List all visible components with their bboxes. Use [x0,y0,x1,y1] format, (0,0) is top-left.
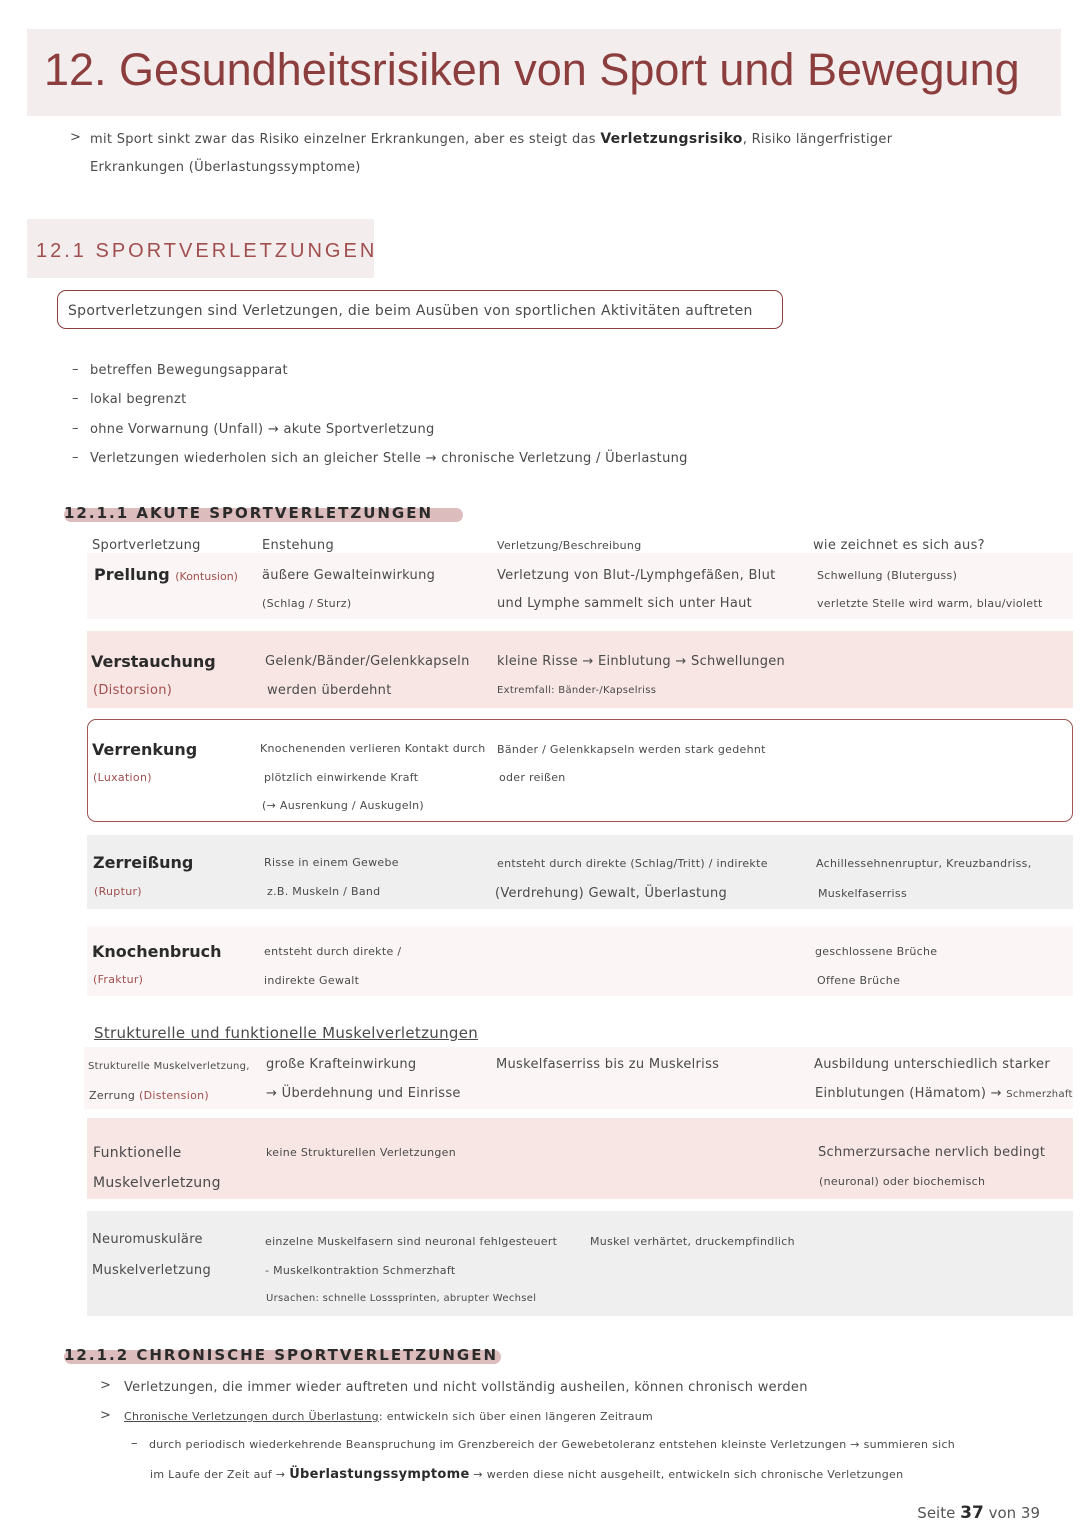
term-latin: (Ruptur) [94,885,142,898]
signs-line: (neuronal) oder biochemisch [819,1175,986,1188]
signs-line: Einblutungen (Hämatom) → Schmerzhaft [815,1086,1073,1101]
term-latin: (Luxation) [93,771,152,784]
cause-line: Knochenenden verlieren Kontakt durch [260,742,486,755]
list-item: lokal begrenzt [90,392,187,407]
term-name: Muskelverletzung [93,1175,221,1191]
column-header: Enstehung [262,538,334,553]
cause-line: (Schlag / Sturz) [262,597,352,610]
term-name: Funktionelle [93,1145,182,1161]
term-name: Neuromuskuläre [92,1232,203,1247]
term-name: Strukturelle Muskelverletzung, [88,1061,250,1072]
intro-keyword: Verletzungsrisiko [600,131,743,147]
page-title: 12. Gesundheitsrisiken von Sport und Bewegung [44,44,1020,95]
description-line: (Verdrehung) Gewalt, Überlastung [495,886,728,901]
cause-line: einzelne Muskelfasern sind neuronal fehlgesteuert [265,1235,558,1248]
signs-line: Achillessehnenruptur, Kreuzbandriss, [816,857,1032,870]
table-row [87,631,1073,708]
description-line: oder reißen [499,771,566,784]
bullet-dash: – [72,421,79,436]
signs-line: Ausbildung unterschiedlich starker [814,1057,1050,1072]
signs-line: Offene Brüche [817,974,901,987]
chronic-bullet: Verletzungen, die immer wieder auftreten und nicht vollständig ausheilen, können chronisch werden [124,1380,808,1395]
term-name: Prellung (Kontusion) [94,565,238,584]
term-name: Verrenkung [92,740,198,759]
column-header: Verletzung/Beschreibung [497,539,642,552]
description-line: Extremfall: Bänder-/Kapselriss [497,685,657,696]
description-line: entsteht durch direkte (Schlag/Tritt) / indirekte [497,857,768,870]
cause-line: keine Strukturellen Verletzungen [266,1146,457,1159]
cause-line: äußere Gewalteinwirkung [262,568,436,583]
intro-text-b: , Risiko längerfristiger [742,132,893,147]
term-name: Knochenbruch [92,942,222,961]
cause-line: werden überdehnt [267,683,392,698]
signs-line: Muskelfaserriss [818,887,907,900]
bullet-dash: – [131,1436,138,1451]
intro-bullet: > [70,130,82,145]
description-line: Bänder / Gelenkkapseln werden stark gedehnt [497,743,766,756]
table-row [87,926,1073,996]
chronic-bullet: Chronische Verletzungen durch Überlastung: entwickeln sich über einen längeren Zeitraum [124,1410,654,1423]
description-line: und Lymphe sammelt sich unter Haut [497,596,753,611]
signs-line: Schwellung (Bluterguss) [817,569,958,582]
table-row-highlighted [87,719,1073,822]
cause-line: → Überdehnung und Einrisse [266,1086,461,1101]
page-number: Seite 37 von 39 [917,1503,1040,1523]
cause-line: (→ Ausrenkung / Auskugeln) [262,799,425,812]
cause-line: indirekte Gewalt [264,974,360,987]
bullet-dash: – [72,450,79,465]
term-name: Muskelverletzung [92,1263,212,1278]
description-line: kleine Risse → Einblutung → Schwellungen [497,654,786,669]
cause-line: Gelenk/Bänder/Gelenkkapseln [265,654,470,669]
term-latin: (Fraktur) [93,973,144,986]
cause-line: plötzlich einwirkende Kraft [264,771,419,784]
definition-text: Sportverletzungen sind Verletzungen, die beim Ausüben von sportlichen Aktivitäten auftreten [68,303,753,319]
list-item: ohne Vorwarnung (Unfall) → akute Sportverletzung [90,422,435,437]
signs-line: Schmerzursache nervlich bedingt [818,1145,1046,1160]
term-name: Verstauchung [91,652,216,671]
description-line: Verletzung von Blut-/Lymphgefäßen, Blut [497,568,776,583]
column-header: wie zeichnet es sich aus? [813,538,985,553]
chronic-sub-line: durch periodisch wiederkehrende Beanspruchung im Grenzbereich der Gewebetoleranz entstehen kleinste Verletzungen → summieren sich [149,1438,956,1451]
cause-line: entsteht durch direkte / [264,945,402,958]
acute-heading: 12.1.1 AKUTE SPORTVERLETZUNGEN [64,504,434,522]
chronic-sub-line: im Laufe der Zeit auf → Überlastungssymptome → werden diese nicht ausgeheilt, entwickeln sich chronische Verletzungen [150,1467,904,1482]
description-line: Muskel verhärtet, druckempfindlich [590,1235,795,1248]
intro-line-2: Erkrankungen (Überlastungssymptome) [90,160,361,175]
bullet-marker: > [100,1378,112,1393]
bullet-dash: – [72,362,79,377]
intro-line-1 [90,131,892,147]
bullet-dash: – [72,391,79,406]
section-heading: 12.1 SPORTVERLETZUNGEN [36,240,378,262]
signs-line: geschlossene Brüche [815,945,938,958]
term-name: Zerreißung [93,853,194,872]
table-row [87,1211,1073,1316]
chronic-heading: 12.1.2 CHRONISCHE SPORTVERLETZUNGEN [64,1346,499,1364]
column-header: Sportverletzung [92,538,201,553]
cause-line: Ursachen: schnelle Losssprinten, abrupter Wechsel [266,1293,537,1304]
term-latin: (Distorsion) [93,683,173,698]
term-name: Zerrung (Distension) [89,1089,209,1102]
list-item: betreffen Bewegungsapparat [90,363,288,378]
cause-line: große Krafteinwirkung [266,1057,417,1072]
intro-text-a: mit Sport sinkt zwar das Risiko einzelner Erkrankungen, aber es steigt das [90,132,596,147]
cause-line: z.B. Muskeln / Band [267,885,381,898]
signs-line: verletzte Stelle wird warm, blau/violett [817,597,1043,610]
cause-line: - Muskelkontraktion Schmerzhaft [265,1264,456,1277]
description-line: Muskelfaserriss bis zu Muskelriss [496,1057,720,1072]
muscle-heading: Strukturelle und funktionelle Muskelverletzungen [94,1024,479,1042]
cause-line: Risse in einem Gewebe [264,856,399,869]
bullet-marker: > [100,1408,112,1423]
list-item: Verletzungen wiederholen sich an gleicher Stelle → chronische Verletzung / Überlastung [90,451,688,466]
